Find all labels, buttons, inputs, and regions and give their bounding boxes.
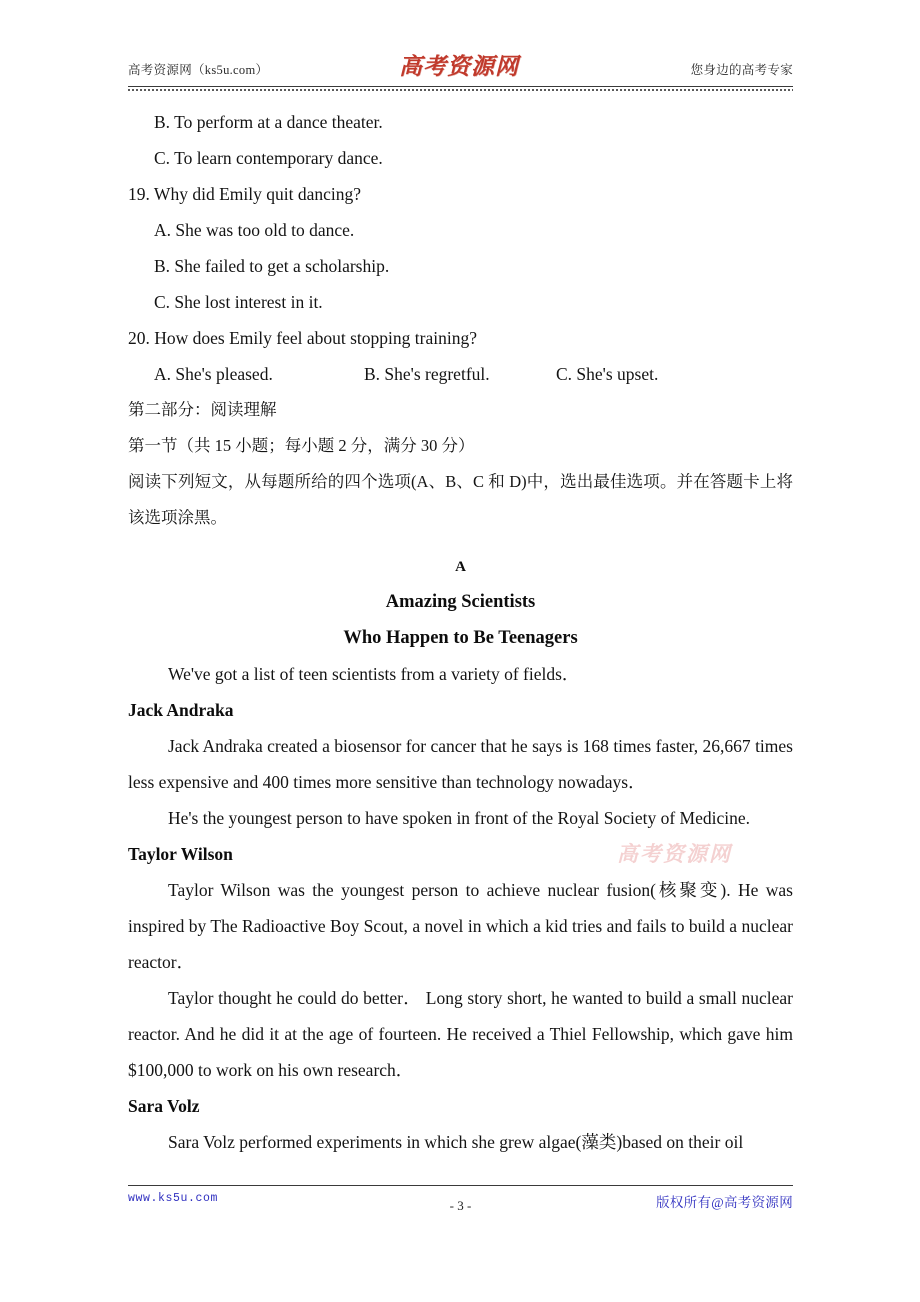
q20-option-a: A. She's pleased. [154,364,273,384]
footer-divider [128,1185,793,1186]
q19-option-a: A. She was too old to dance. [154,220,355,240]
part-two-title: 第二部分：阅读理解 [128,400,277,419]
q20-options-row [128,356,793,392]
entry-heading-taylor-wilson: Taylor Wilson [128,844,233,864]
header-slogan: 您身边的高考专家 [690,63,793,77]
header-site-name: 高考资源网（ks5u.com） [128,63,269,77]
jack-andraka-paragraph-1: Jack Andraka created a biosensor for cancer that he says is 168 times faster, 26,667 times less expensive and 400 times more sensitive than technology nowadays． [128,736,793,792]
passage-title-line-2: Who Happen to Be Teenagers [343,628,578,648]
reading-instruction: 阅读下列短文，从每题所给的四个选项(A、B、C 和 D)中，选出最佳选项。并在答题卡上将该选项涂黑。 [128,472,793,527]
footer-website-link[interactable]: www.ks5u.com [128,1192,219,1205]
q20-option-b: B. She's regretful. [364,364,490,384]
page-footer [128,1190,793,1218]
footer-copyright: 版权所有@高考资源网 [656,1195,793,1210]
question-20-stem: 20. How does Emily feel about stopping training? [128,328,477,348]
entry-heading-sara-volz: Sara Volz [128,1096,200,1116]
q19-option-c: C. She lost interest in it. [154,292,323,312]
page-watermark: 高考资源网 [617,842,732,866]
header-divider [128,86,793,87]
q18-option-c: C. To learn contemporary dance. [154,148,383,168]
page-number: - 3 - [449,1198,472,1213]
page-header [128,52,793,90]
sara-volz-paragraph-1: Sara Volz performed experiments in which she grew algae(藻类)based on their oil [168,1132,744,1152]
entry-heading-jack-andraka: Jack Andraka [128,700,234,720]
passage-title-block [128,550,793,656]
header-divider-dotted [128,89,793,91]
jack-andraka-paragraph-2: He's the youngest person to have spoken in front of the Royal Society of Medicine. [168,808,750,828]
taylor-wilson-paragraph-1: Taylor Wilson was the youngest person to achieve nuclear fusion(核聚变). He was inspired by The Radioactive Boy Scout, a novel in which a kid tries and fails to build a nuclear reactor． [128,880,793,972]
document-body [128,104,793,1160]
passage-intro-paragraph: We've got a list of teen scientists from a variety of fields． [168,664,580,684]
question-19-stem: 19. Why did Emily quit dancing? [128,184,361,204]
subsection-title: 第一节（共 15 小题；每小题 2 分，满分 30 分） [128,436,475,455]
passage-label-a: A [455,559,466,575]
q20-option-c: C. She's upset. [556,364,659,384]
taylor-wilson-paragraph-2: Taylor thought he could do better． Long story short, he wanted to build a small nuclear reactor. And he did it at the age of fourteen. He received a Thiel Fellowship, which gave him $100,000 to work on his own research． [128,988,793,1080]
header-logo: 高考资源网 [399,54,519,79]
q18-option-b: B. To perform at a dance theater. [154,112,383,132]
passage-title-line-1: Amazing Scientists [385,592,536,612]
q19-option-b: B. She failed to get a scholarship. [154,256,390,276]
